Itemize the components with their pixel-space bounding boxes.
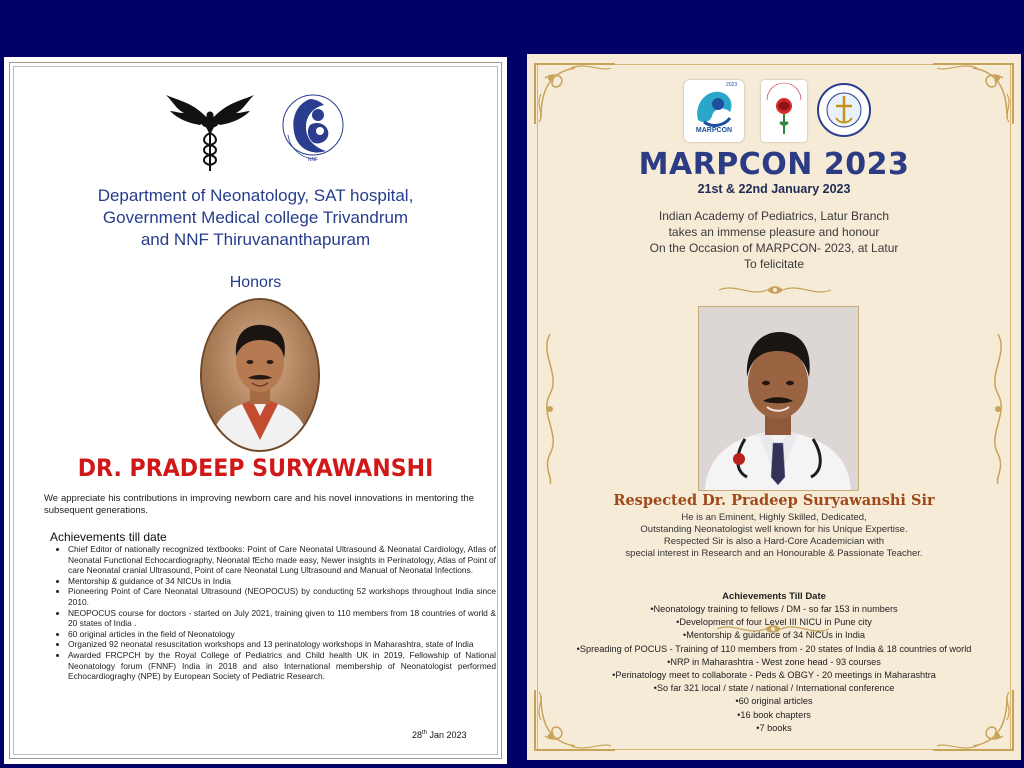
- achievements-heading: Achievements Till Date: [722, 591, 826, 602]
- list-item: • NRP in Maharashtra - West zone head - 93 courses: [527, 656, 1021, 669]
- department-line: and NNF Thiruvananthapuram: [140, 230, 371, 249]
- date-month-year: Jan 2023: [427, 730, 467, 740]
- right-logos: [684, 80, 874, 146]
- ornament-corner-icon: [531, 58, 621, 128]
- event-dates: 21st & 22nd January 2023: [697, 182, 851, 196]
- portrait-illustration: [202, 300, 318, 450]
- description-line: Outstanding Neonatologist well known for his Unique Expertise.: [640, 524, 908, 535]
- list-item: • 60 original articles: [527, 695, 1021, 708]
- list-item: • 60 original articles in the field of Neonatology: [68, 629, 496, 640]
- list-item: • Awarded FRCPCH by the Royal College of Pediatrics and Child health UK in 2019, Fellowship of National Neonatology forum (FNNF) India in 2018 and also International membership of Neonatologist performed Echocardiograghy (NPE) by European Society of Pediatric Research.: [68, 650, 496, 682]
- certificate-date: [412, 730, 467, 740]
- ornament-scroll-icon: [535, 334, 565, 484]
- intro-line: Indian Academy of Pediatrics, Latur Branch: [658, 209, 890, 223]
- appreciation-text: We appreciate his contributions in improving newborn care and his novel innovations in mentoring the subsequent generations.: [44, 493, 474, 516]
- left-certificate: [4, 57, 507, 764]
- marpcon-logo: [684, 80, 744, 142]
- ornament-corner-icon: [927, 58, 1017, 128]
- marpcon-logo-year: 2023: [726, 82, 738, 88]
- portrait-illustration: [699, 307, 858, 490]
- ornament-divider-icon: [715, 283, 835, 297]
- portrait-photo-rect: [698, 306, 859, 491]
- list-item: • Development of four Level III NICU in Pune city: [527, 616, 1021, 629]
- date-day: 28: [412, 730, 423, 740]
- description-line: Respected Sir is also a Hard-Core Academician with: [663, 536, 885, 547]
- list-item: • Spreading of POCUS - Training of 110 members from - 20 states of India & 18 countries of world: [527, 643, 1021, 656]
- list-item: • Organized 92 neonatal resuscitation workshops and 13 perinatology workshops in Maharashtra, state of India: [68, 639, 496, 650]
- list-item: • Pioneering Point of Care Neonatal Ultrasound (NEOPOCUS) by conducting 52 workshops throughout India since 2010.: [68, 586, 496, 607]
- list-item: • Neonatology training to fellows / DM - so far 153 in numbers: [527, 603, 1021, 616]
- nnf-mother-child-logo-icon: [280, 91, 346, 163]
- description-line: He is an Eminent, Highly Skilled, Dedicated,: [681, 512, 867, 523]
- department-line: Government Medical college Trivandrum: [102, 208, 409, 227]
- description-line: special interest in Research and an Honourable & Passionate Teacher.: [625, 548, 923, 559]
- cps-logo-icon: [816, 80, 872, 142]
- intro-line: takes an immense pleasure and honour: [668, 225, 880, 239]
- department-line: Department of Neonatology, SAT hospital,: [97, 186, 414, 205]
- honoree-name: DR. PRADEEP SURYAWANSHI: [77, 454, 434, 482]
- event-title: MARPCON 2023: [638, 147, 910, 182]
- intro-text: [527, 208, 1021, 272]
- list-item: • NEOPOCUS course for doctors - started on July 2021, training given to 110 members from 18 countries of world & 20 states of India .: [68, 608, 496, 629]
- honors-heading: Honors: [229, 274, 282, 291]
- intro-line: On the Occasion of MARPCON- 2023, at Latur: [649, 241, 899, 255]
- date-suffix: th: [422, 730, 428, 736]
- marpcon-logo-label: MARPCON: [695, 127, 733, 134]
- list-item: • So far 321 local / state / national / International conference: [527, 682, 1021, 695]
- list-item: • Perinatology meet to collaborate - Peds & OBGY - 20 meetings in Maharashtra: [527, 669, 1021, 682]
- list-item: • Mentorship & guidance of 34 NICUs in India: [68, 576, 496, 587]
- iap-logo-icon: [761, 80, 807, 142]
- honoree-description: [527, 512, 1021, 560]
- achievements-list: [48, 544, 496, 682]
- right-certificate: [527, 54, 1021, 760]
- department-heading: [24, 185, 487, 251]
- intro-line: To felicitate: [743, 257, 805, 271]
- list-item: • Mentorship & guidance of 34 NICUs in India: [527, 629, 1021, 642]
- honoree-name: Respected Dr. Pradeep Suryawanshi Sir: [613, 492, 935, 509]
- cps-logo: [816, 80, 872, 142]
- iap-logo: [761, 80, 807, 142]
- caduceus-logo-icon: [164, 89, 256, 174]
- svg-text:NNF: NNF: [307, 157, 319, 163]
- list-item: • 7 books: [527, 722, 1021, 735]
- achievements-list: [527, 603, 1021, 735]
- left-logos: [164, 89, 364, 174]
- achievements-heading: Achievements till date: [50, 530, 167, 544]
- ornament-scroll-icon: [983, 334, 1013, 484]
- portrait-photo-oval: [200, 298, 320, 452]
- list-item: • 16 book chapters: [527, 709, 1021, 722]
- list-item: • Chief Editor of nationally recognized textbooks: Point of Care Neonatal Ultrasound & Neonatal Cardiology, Atlas of Neonatal Functional Echocardiography, Neonatal fEcho made easy, Newer insights in Perinatology, Atlas of Point of care Neonatal cranial Ultrasound, Point of care Neonatal Lung Ultrasound and Manual of Neonatal Infections.: [68, 544, 496, 576]
